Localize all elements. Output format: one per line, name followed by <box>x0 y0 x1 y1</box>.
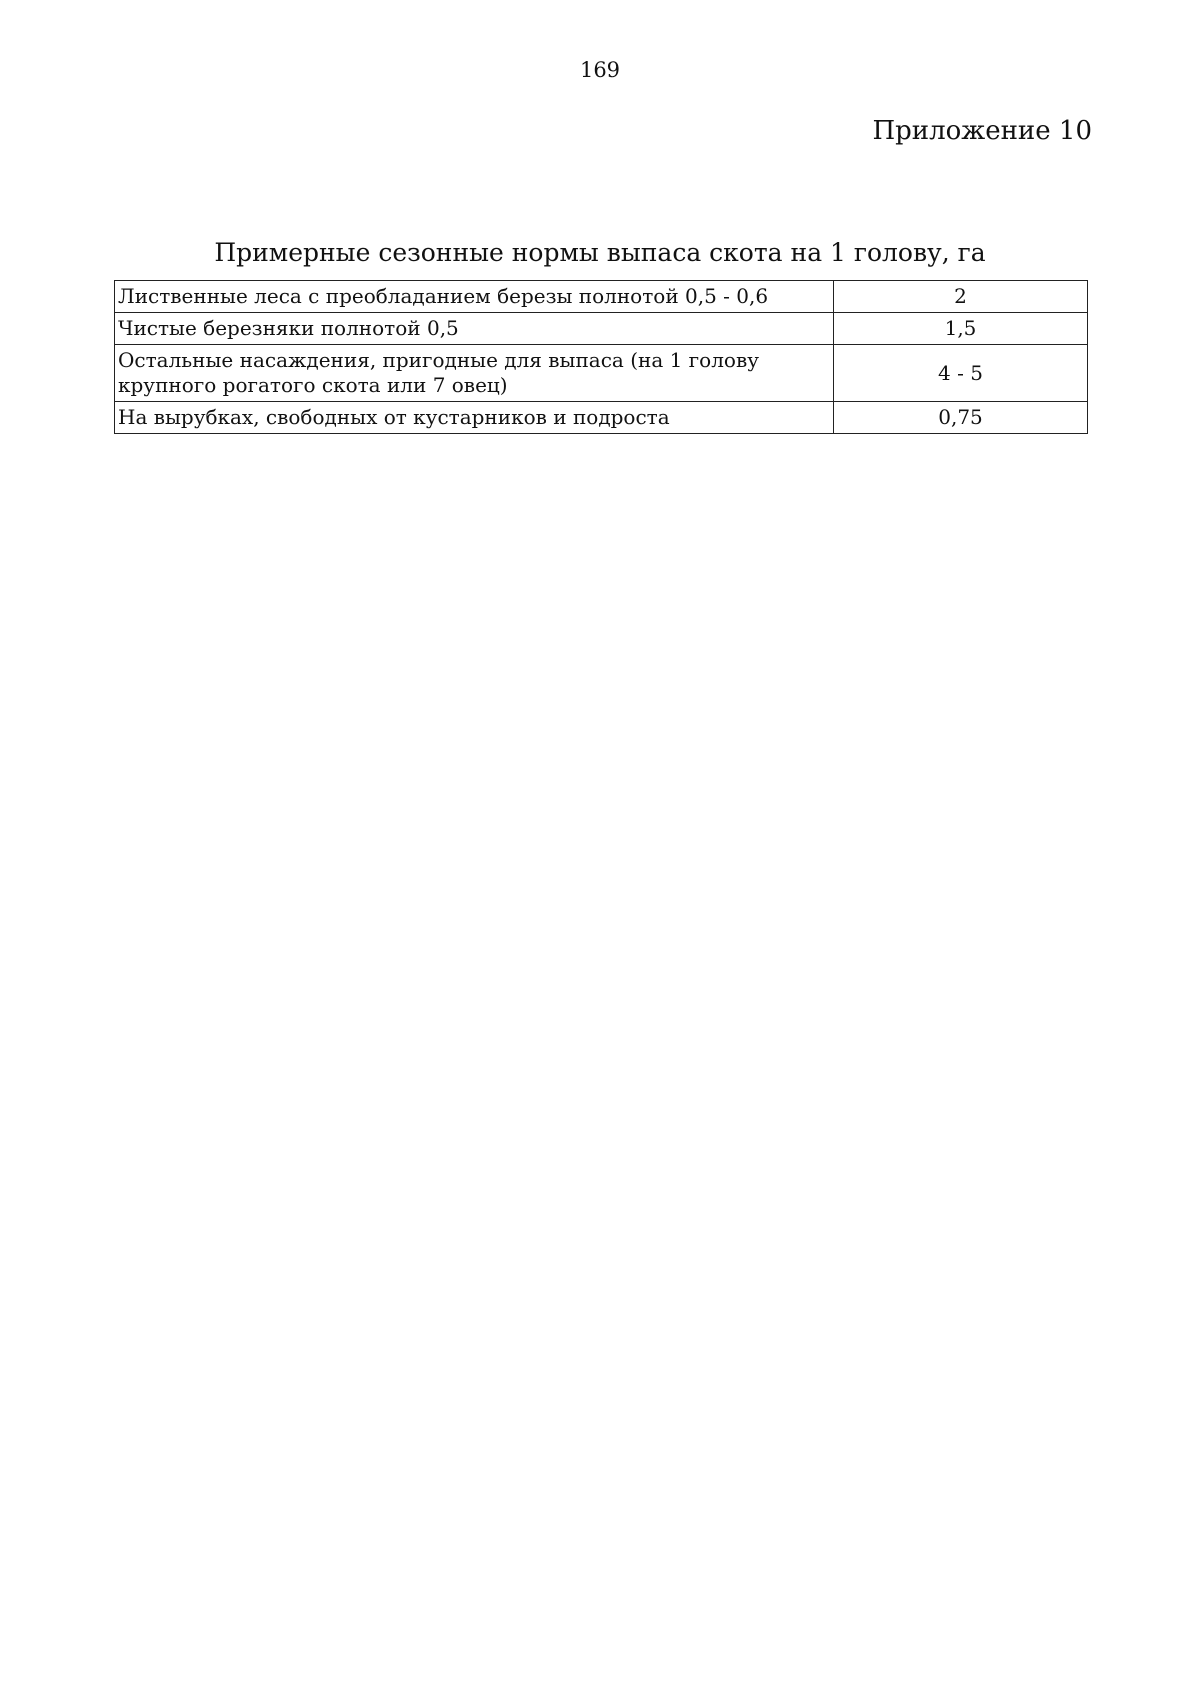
row-description: Лиственные леса с преобладанием березы полнотой 0,5 - 0,6 <box>115 281 834 313</box>
row-value: 2 <box>834 281 1088 313</box>
table-row <box>115 402 1088 434</box>
row-description: Чистые березняки полнотой 0,5 <box>115 313 834 345</box>
page-number: 169 <box>579 58 621 82</box>
table-row <box>115 313 1088 345</box>
row-value: 4 - 5 <box>834 345 1088 402</box>
appendix-label: Приложение 10 <box>872 116 1092 146</box>
row-description: На вырубках, свободных от кустарников и подроста <box>115 402 834 434</box>
table-row <box>115 281 1088 313</box>
grazing-norms-table <box>114 280 1088 434</box>
row-value: 1,5 <box>834 313 1088 345</box>
row-value: 0,75 <box>834 402 1088 434</box>
table-title: Примерные сезонные нормы выпаса скота на 1 голову, га <box>214 238 986 267</box>
row-description: Остальные насаждения, пригодные для выпаса (на 1 голову крупного рогатого скота или 7 овец) <box>115 345 834 402</box>
table-row <box>115 345 1088 402</box>
